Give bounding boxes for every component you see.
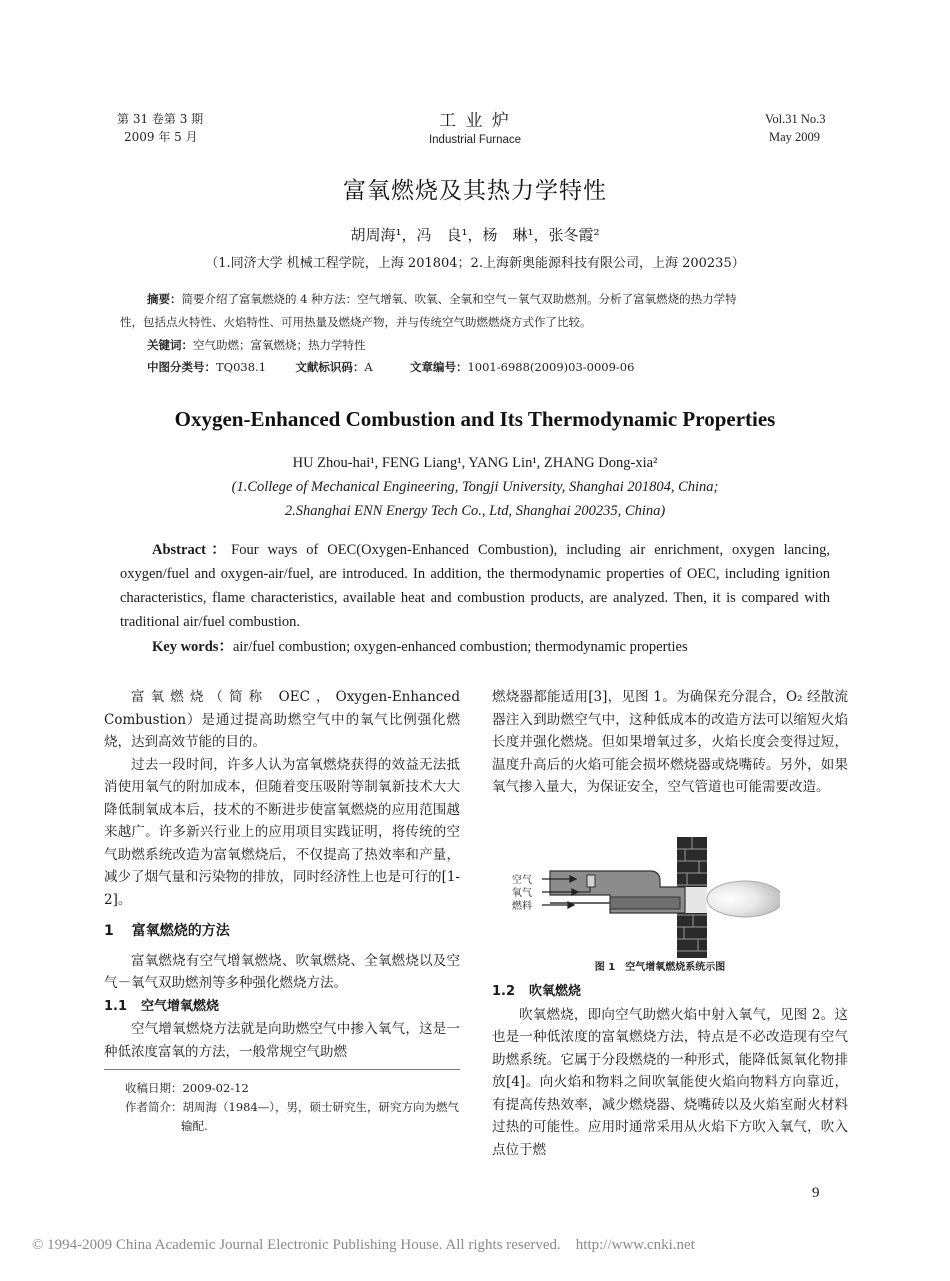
abstract-cn-line1: [147, 289, 847, 309]
section-1-title: 富氧燃烧的方法: [131, 923, 230, 939]
right-paragraph-2: 吹氧燃烧，即向空气助燃火焰中射入氧气，见图 2。这也是一种低浓度的富氧燃烧方法，特点是不必改造现有空气助燃系统。它属于分段燃烧的一种形式，能降低氮氧化物排放[4]。向火焰和物料之间吹氧能使火焰向物料方向靠近，有提高传热效率，减少燃烧器、烧嘴砖以及火焰室耐火材料过热的可能性。应用时通常采用从火焰下方吹入氧气，吹入点位于燃: [492, 1006, 848, 1158]
journal-name-en: Industrial Furnace: [428, 134, 522, 146]
footnote-author-bio: 作者简介：胡周海（1984—），男，硕士研究生，研究方向为燃气: [125, 1100, 460, 1114]
clc-label: 中图分类号：: [147, 360, 216, 374]
header-date-en: May 2009: [769, 130, 821, 144]
keywords-en-label: Key words：: [152, 639, 233, 655]
keywords-en-text: air/fuel combustion; oxygen-enhanced combustion; thermodynamic properties: [232, 639, 688, 655]
journal-name-cn: 工 业 炉: [439, 111, 511, 131]
keywords-cn-label: 关键词：: [147, 338, 193, 352]
authors-cn: 胡周海¹，冯 良¹，杨 琳¹，张冬霞²: [350, 226, 600, 244]
affiliation-cn: （1.同济大学 机械工程学院，上海 201804；2.上海新奥能源科技有限公司，上海 200235）: [205, 256, 745, 271]
figure-label-oxygen: 氧气: [512, 888, 532, 899]
subsection-1-2-heading: [492, 981, 848, 1004]
abstract-en: [120, 538, 830, 634]
subsection-1-2-title: 吹氧燃烧: [529, 984, 582, 999]
keywords-en: [152, 635, 852, 659]
abstract-en-text: Four ways of OEC(Oxygen-Enhanced Combustion), including air enrichment, oxygen lancing, oxygen/fuel and oxygen-air/fuel, are introduced. In addition, the thermodynamic properties of OEC, including ignition characteristics, flame characteristics, available heat and combustion products, are analyzed. Then, it is compared with traditional air/fuel combustion.: [120, 542, 830, 630]
keywords-cn-text: 空气助燃；富氧燃烧；热力学特性: [193, 338, 366, 352]
figure-1-diagram: [510, 835, 780, 960]
footnote-rule: [104, 1069, 460, 1070]
subsection-1-1-heading: [104, 996, 460, 1019]
header-vol-en: Vol.31 No.3: [765, 112, 826, 126]
left-paragraph-3: 富氧燃烧有空气增氧燃烧、吹氧燃烧、全氧燃烧以及空气－氧气双助燃剂等多种强化燃烧方法。: [104, 952, 460, 991]
figure-1-caption: 图 1 空气增氧燃烧系统示图: [594, 962, 726, 973]
abstract-cn-line2: 性，包括点火特性、火焰特性、可用热量及燃烧产物，并与传统空气助燃燃烧方式作了比较。: [120, 315, 592, 329]
left-paragraph-2: 过去一段时间，许多人认为富氧燃烧获得的效益无法抵消使用氧气的附加成本，但随着变压吸附等制氧新技术大大降低制氧成本后，技术的不断进步使富氧燃烧的应用范围越来越广。许多新兴行业上的应用项目实践证明，将传统的空气助燃系统改造为富氧燃烧后，不仅提高了热效率和产量，减少了烟气量和污染物的排放，同时经济性上也是可行的[1-2]。: [104, 756, 460, 908]
figure-label-fuel: 燃料: [512, 901, 532, 912]
title-cn: 富氧燃烧及其热力学特性: [343, 178, 607, 204]
article-number-value: 1001-6988(2009)03-0009-06: [467, 360, 635, 374]
left-column: [104, 686, 460, 1063]
authors-en: HU Zhou-hai¹, FENG Liang¹, YANG Lin¹, ZHANG Dong-xia²: [292, 455, 658, 471]
footnote-author-bio-cont: 输配.: [181, 1119, 208, 1133]
header-issue-cn: 第 31 卷第 3 期: [117, 112, 204, 126]
affiliation-en-line2: 2.Shanghai ENN Energy Tech Co., Ltd, Shanghai 200235, China): [284, 503, 666, 519]
figure-1: [510, 835, 780, 960]
copyright-footer: © 1994-2009 China Academic Journal Electronic Publishing House. All rights reserved. http://www.cnki.net: [32, 1237, 695, 1253]
abstract-cn-text1: 简要介绍了富氧燃烧的 4 种方法：空气增氧、吹氧、全氧和空气－氧气双助燃剂。分析了富氧燃烧的热力学特: [181, 292, 737, 306]
left-paragraph-1: 富氧燃烧（简称 OEC，Oxygen-Enhanced Combustion）是通过提高助燃空气中的氧气比例强化燃烧，达到高效节能的目的。: [104, 689, 460, 750]
abstract-cn-label: 摘要：: [147, 292, 182, 306]
abstract-en-label: Abstract：: [152, 542, 232, 558]
left-paragraph-4: 空气增氧燃烧方法就是向助燃空气中掺入氧气，这是一种低浓度富氧的方法，一般常规空气助燃: [104, 1021, 460, 1060]
right-column-top: [492, 686, 848, 799]
right-column-bottom: [492, 981, 848, 1161]
article-number-label: 文章编号：: [409, 360, 468, 374]
clc-value: TQ038.1: [216, 360, 267, 374]
doc-code-label: 文献标识码：: [295, 360, 365, 374]
classification-line: [147, 357, 847, 377]
flame: [707, 881, 780, 917]
subsection-1-2-number: 1.2: [492, 984, 516, 999]
subsection-1-1-title: 空气增氧燃烧: [141, 998, 220, 1014]
title-en: Oxygen-Enhanced Combustion and Its Thermodynamic Properties: [174, 407, 776, 431]
header-date-cn: 2009 年 5 月: [124, 130, 198, 144]
page-number: 9: [812, 1185, 820, 1201]
right-paragraph-1: 燃烧器都能适用[3]，见图 1。为确保充分混合，O₂ 经散流器注入到助燃空气中，这种低成本的改造方法可以缩短火焰长度并强化燃烧。但如果增氧过多，火焰长度会变得过短，温度升高后的火焰可能会损坏燃烧器或烧嘴砖。另外，如果氧气掺入量大，为保证安全，空气管道也可能需要改造。: [492, 689, 848, 795]
section-1-heading: [104, 920, 460, 943]
doc-code-value: A: [364, 360, 373, 374]
section-1-number: 1: [104, 923, 114, 939]
keywords-cn: [147, 335, 366, 355]
subsection-1-1-number: 1.1: [104, 998, 128, 1014]
affiliation-en-line1: (1.College of Mechanical Engineering, Tongji University, Shanghai 201804, China;: [231, 479, 719, 495]
footnote-received: 收稿日期：2009-02-12: [125, 1081, 249, 1095]
figure-label-air: 空气: [512, 875, 532, 886]
